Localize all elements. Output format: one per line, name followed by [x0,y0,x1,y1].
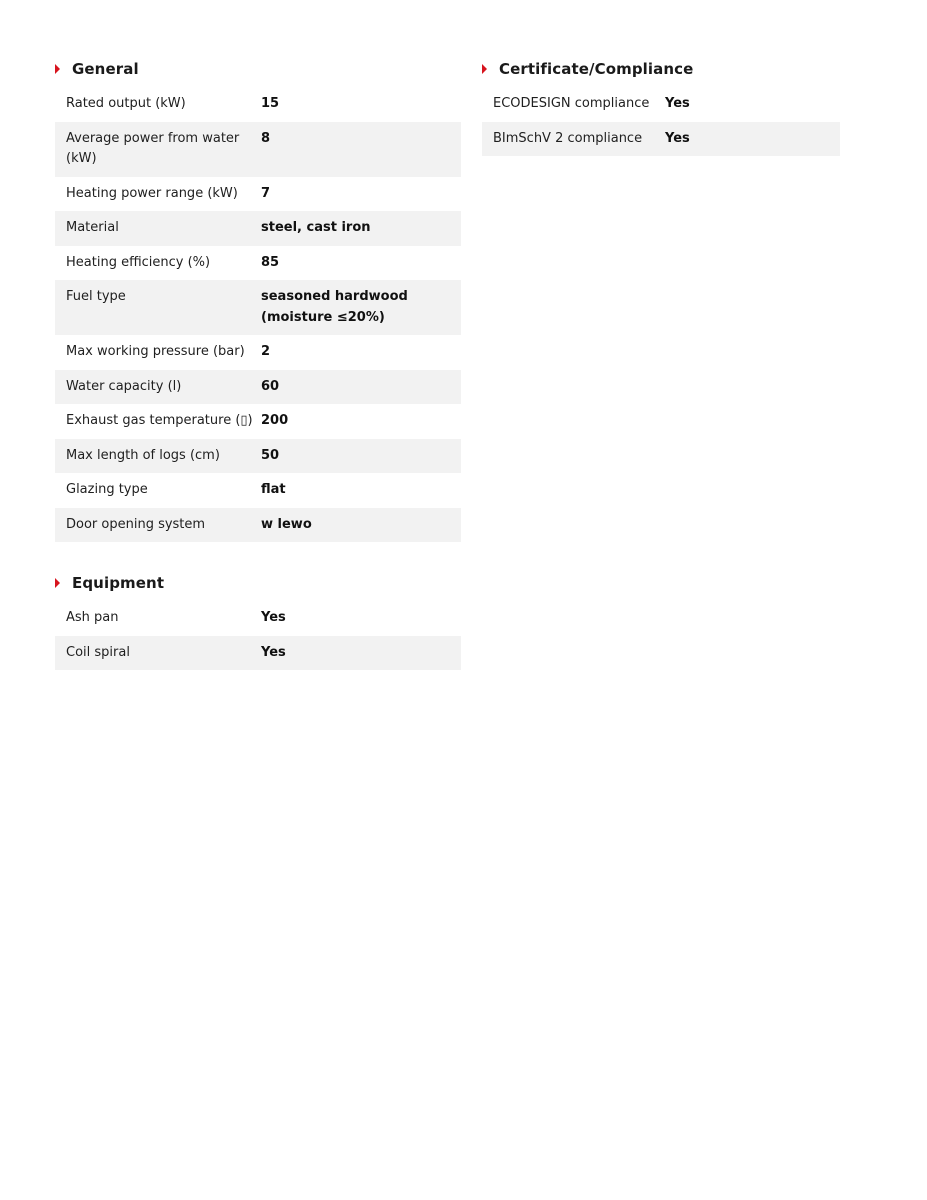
spec-row [55,636,461,671]
right-column [482,58,840,156]
spec-label: Heating efficiency (%) [66,254,211,270]
caret-right-icon [55,578,60,588]
spec-row [55,335,461,370]
spec-label: Material [66,220,119,235]
spec-label: Glazing type [66,482,148,497]
spec-value: Yes [665,130,690,146]
spec-value: 60 [261,378,280,394]
spec-value: Yes [665,96,690,111]
equipment-section-title [55,572,461,594]
spec-value: 200 [261,413,289,428]
spec-row [55,246,461,281]
spec-label: BImSchV 2 compliance [493,130,643,146]
spec-value: 50 [261,447,280,463]
spec-row [55,473,461,508]
general-spec-table [55,87,461,542]
spec-value: 8 [261,130,271,146]
spec-label: Fuel type [66,289,126,304]
spec-label: Max working pressure (bar) [66,344,245,359]
spec-value: 7 [261,185,271,201]
spec-row [55,87,461,122]
caret-right-icon [55,64,60,74]
spec-value: 2 [261,344,271,359]
spec-row [55,122,461,177]
spec-row [55,439,461,474]
left-column [55,58,461,670]
spec-value: w lewo [261,516,312,532]
general-section-title [55,58,461,80]
spec-row [482,87,840,122]
certificate-title-text: Certificate/Compliance [499,60,694,78]
spec-row [55,211,461,246]
spec-row [55,404,461,439]
spec-row [55,508,461,543]
spec-value: flat [261,482,286,497]
spec-value: Yes [261,644,286,660]
spec-value: 85 [261,254,280,270]
spec-label: Coil spiral [66,644,130,660]
spec-label: Door opening system [66,516,206,532]
certificate-spec-table [482,87,840,156]
spec-row [55,177,461,212]
spec-row [482,122,840,157]
general-title-text: General [72,60,139,78]
section-spacer [55,542,461,572]
spec-row [55,370,461,405]
spec-label: Max length of logs (cm) [66,447,220,463]
spec-value: steel, cast iron [261,220,371,235]
caret-right-icon [482,64,487,74]
spec-label: Water capacity (l) [66,378,182,394]
spec-label: Heating power range (kW) [66,185,238,201]
spec-label: ECODESIGN compliance [493,96,650,111]
equipment-spec-table [55,601,461,670]
spec-label: Exhaust gas temperature (▯) [66,413,253,428]
certificate-section-title [482,58,840,80]
spec-row [55,601,461,636]
equipment-title-text: Equipment [72,574,165,592]
spec-label: Average power from water (kW) [66,130,240,166]
spec-value: 15 [261,96,280,111]
spec-value: Yes [261,610,286,625]
spec-label: Ash pan [66,610,119,625]
spec-row [55,280,461,335]
spec-value: seasoned hardwood (moisture ≤20%) [261,289,408,325]
spec-label: Rated output (kW) [66,96,186,111]
